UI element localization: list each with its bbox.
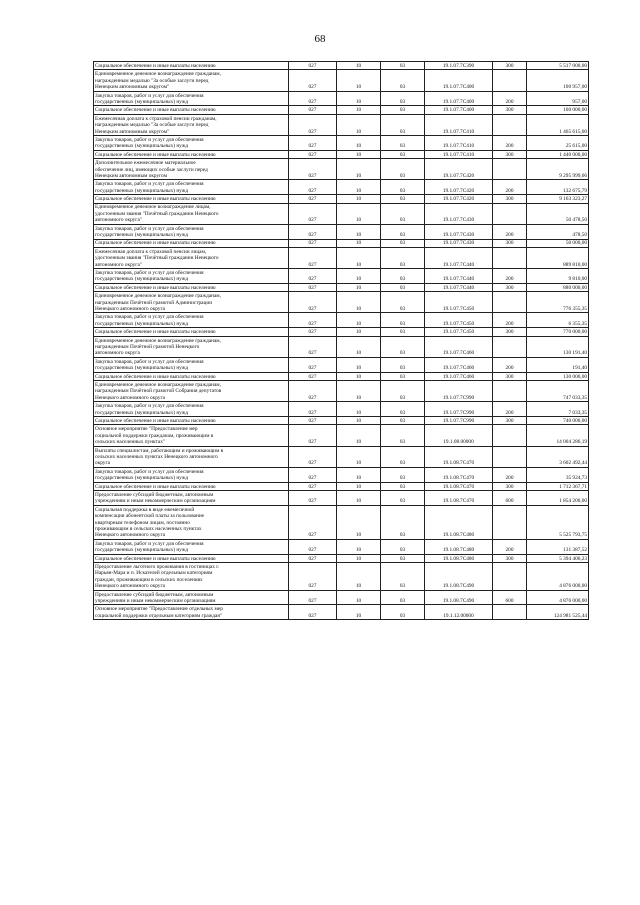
row-expense-type xyxy=(493,159,527,180)
row-expense-type xyxy=(493,562,527,590)
row-expense-type xyxy=(493,605,527,620)
row-name: Закупка товаров, работ и услуг для обеспечения государственных (муниципальных) нужд xyxy=(94,313,289,328)
row-name: Ежемесячная доплата к страховой пенсии лицам, удостоенным звания "Почётный гражданин Ненецкого автономного округа" xyxy=(94,247,289,268)
row-ministry-code: 027 xyxy=(289,70,337,91)
row-amount: 9 810,00 xyxy=(527,269,589,284)
row-expense-type: 300 xyxy=(493,482,527,490)
row-subsection: 03 xyxy=(381,490,425,505)
row-expense-type: 200 xyxy=(493,224,527,239)
row-name: Закупка товаров, работ и услуг для обеспечения государственных (муниципальных) нужд xyxy=(94,135,289,150)
row-name: Предоставление льготного проживания в гостиницах г. Нарьян-Мара и п. Искателей отдельным категориям граждан, проживающим в сельских поселениях Ненецкого автономного округа xyxy=(94,562,289,590)
table-row xyxy=(94,328,589,336)
row-ministry-code: 027 xyxy=(289,91,337,106)
row-expense-type: 200 xyxy=(493,269,527,284)
row-amount: 35 924,73 xyxy=(527,467,589,482)
row-amount: 4 876 000,00 xyxy=(527,590,589,605)
row-subsection: 03 xyxy=(381,114,425,135)
row-name: Выплаты специалистам, работающим и проживающим в сельских населенных пунктах Ненецкого автономного округа xyxy=(94,446,289,467)
row-expense-type: 300 xyxy=(493,554,527,562)
row-ministry-code: 027 xyxy=(289,467,337,482)
row-ministry-code: 027 xyxy=(289,135,337,150)
row-target-article: 19.1.08.00000 xyxy=(425,425,493,446)
row-amount: 9 295 999,06 xyxy=(527,159,589,180)
row-expense-type: 200 xyxy=(493,539,527,554)
row-ministry-code: 027 xyxy=(289,505,337,539)
row-expense-type: 200 xyxy=(493,357,527,372)
table-row xyxy=(94,467,589,482)
row-target-article: 19.1.08.7С470 xyxy=(425,467,493,482)
row-section: 10 xyxy=(337,381,381,402)
row-amount: 4 876 000,00 xyxy=(527,562,589,590)
table-row xyxy=(94,313,589,328)
row-ministry-code: 027 xyxy=(289,195,337,203)
row-amount: 50 000,00 xyxy=(527,239,589,247)
row-target-article: 19.1.07.7С430 xyxy=(425,203,493,224)
row-section: 10 xyxy=(337,372,381,380)
row-subsection: 03 xyxy=(381,203,425,224)
row-expense-type: 300 xyxy=(493,150,527,158)
row-expense-type: 200 xyxy=(493,402,527,417)
row-subsection: 03 xyxy=(381,482,425,490)
table-row xyxy=(94,402,589,417)
row-amount: 130 191,40 xyxy=(527,336,589,357)
table-row xyxy=(94,114,589,135)
row-target-article: 19.1.07.7С450 xyxy=(425,313,493,328)
row-name: Закупка товаров, работ и услуг для обеспечения государственных (муниципальных) нужд xyxy=(94,402,289,417)
row-ministry-code: 027 xyxy=(289,554,337,562)
row-expense-type xyxy=(493,425,527,446)
table-row xyxy=(94,292,589,313)
row-subsection: 03 xyxy=(381,292,425,313)
row-ministry-code: 027 xyxy=(289,150,337,158)
row-target-article: 19.1.07.7С440 xyxy=(425,247,493,268)
table-row xyxy=(94,539,589,554)
row-subsection: 03 xyxy=(381,467,425,482)
row-expense-type: 300 xyxy=(493,328,527,336)
row-amount: 776 355,35 xyxy=(527,292,589,313)
row-subsection: 03 xyxy=(381,505,425,539)
row-target-article: 19.1.07.7С440 xyxy=(425,283,493,291)
row-subsection: 03 xyxy=(381,247,425,268)
row-expense-type: 200 xyxy=(493,313,527,328)
row-name: Закупка товаров, работ и услуг для обеспечения государственных (муниципальных) нужд xyxy=(94,91,289,106)
row-target-article: 19.1.07.7С420 xyxy=(425,180,493,195)
row-section: 10 xyxy=(337,425,381,446)
table-row xyxy=(94,247,589,268)
row-name: Единовременное денежное вознаграждение гражданам, награжденным Почётной грамотой Ненецкого автономного округа xyxy=(94,336,289,357)
row-target-article: 19.1.08.7С470 xyxy=(425,482,493,490)
row-subsection: 03 xyxy=(381,425,425,446)
row-section: 10 xyxy=(337,357,381,372)
table-row xyxy=(94,482,589,490)
row-ministry-code: 027 xyxy=(289,283,337,291)
row-expense-type: 200 xyxy=(493,91,527,106)
row-amount: 1 440 000,00 xyxy=(527,150,589,158)
row-name: Социальное обеспечение и иные выплаты населению xyxy=(94,417,289,425)
row-target-article: 19.1.07.7С410 xyxy=(425,114,493,135)
row-expense-type: 300 xyxy=(493,195,527,203)
row-section: 10 xyxy=(337,150,381,158)
row-section: 10 xyxy=(337,91,381,106)
row-section: 10 xyxy=(337,446,381,467)
row-target-article: 19.1.12.00000 xyxy=(425,605,493,620)
row-section: 10 xyxy=(337,195,381,203)
table-row xyxy=(94,357,589,372)
row-target-article: 19.1.07.7С400 xyxy=(425,70,493,91)
row-expense-type xyxy=(493,247,527,268)
row-name: Социальное обеспечение и иные выплаты населению xyxy=(94,150,289,158)
table-row xyxy=(94,70,589,91)
row-section: 10 xyxy=(337,313,381,328)
row-amount: 880 000,00 xyxy=(527,283,589,291)
row-ministry-code: 027 xyxy=(289,269,337,284)
row-amount: 132 675,79 xyxy=(527,180,589,195)
row-name: Единовременное денежное вознаграждение лицам, удостоенным звания "Почётный гражданин Ненецкого автономного округа" xyxy=(94,203,289,224)
row-subsection: 03 xyxy=(381,269,425,284)
row-expense-type: 300 xyxy=(493,106,527,114)
row-target-article: 19.1.07.7С460 xyxy=(425,372,493,380)
table-row xyxy=(94,91,589,106)
row-expense-type xyxy=(493,70,527,91)
row-target-article: 19.1.08.7С480 xyxy=(425,505,493,539)
table-row xyxy=(94,239,589,247)
row-ministry-code: 027 xyxy=(289,357,337,372)
row-ministry-code: 027 xyxy=(289,490,337,505)
row-subsection: 03 xyxy=(381,195,425,203)
row-ministry-code: 027 xyxy=(289,224,337,239)
row-target-article: 19.1.08.7С490 xyxy=(425,590,493,605)
row-ministry-code: 027 xyxy=(289,372,337,380)
row-section: 10 xyxy=(337,180,381,195)
row-target-article: 19.1.07.7С450 xyxy=(425,328,493,336)
table-row xyxy=(94,135,589,150)
row-subsection: 03 xyxy=(381,106,425,114)
row-amount: 1 465 615,00 xyxy=(527,114,589,135)
row-name: Закупка товаров, работ и услуг для обеспечения государственных (муниципальных) нужд xyxy=(94,180,289,195)
row-amount: 50 478,50 xyxy=(527,203,589,224)
row-name: Ежемесячная доплата к страховой пенсии гражданам, награжденным медалью "За особые заслуги перед Ненецким автономным округом" xyxy=(94,114,289,135)
row-name: Единовременное денежное вознаграждение гражданам, награжденным Почётной грамотой Собрания депутатов Ненецкого автономного округа xyxy=(94,381,289,402)
row-ministry-code: 027 xyxy=(289,590,337,605)
table-row xyxy=(94,505,589,539)
row-name: Социальное обеспечение и иные выплаты населению xyxy=(94,328,289,336)
row-section: 10 xyxy=(337,62,381,70)
row-subsection: 03 xyxy=(381,554,425,562)
row-subsection: 03 xyxy=(381,590,425,605)
row-name: Единовременное денежное вознаграждение гражданам, награжденным медалью "За особые заслуги перед Ненецким автономным округом" xyxy=(94,70,289,91)
row-ministry-code: 027 xyxy=(289,482,337,490)
table-row xyxy=(94,180,589,195)
table-row xyxy=(94,269,589,284)
row-subsection: 03 xyxy=(381,180,425,195)
table-row xyxy=(94,417,589,425)
row-amount: 100 957,00 xyxy=(527,70,589,91)
row-ministry-code: 027 xyxy=(289,446,337,467)
row-target-article: 19.1.07.7С400 xyxy=(425,91,493,106)
row-section: 10 xyxy=(337,590,381,605)
row-section: 10 xyxy=(337,336,381,357)
row-name: Закупка товаров, работ и услуг для обеспечения государственных (муниципальных) нужд xyxy=(94,467,289,482)
row-section: 10 xyxy=(337,328,381,336)
row-target-article: 19.1.07.7С450 xyxy=(425,292,493,313)
row-subsection: 03 xyxy=(381,402,425,417)
row-subsection: 03 xyxy=(381,605,425,620)
row-amount: 130 000,00 xyxy=(527,372,589,380)
row-subsection: 03 xyxy=(381,539,425,554)
budget-table xyxy=(93,61,589,620)
row-amount: 124 981 525,44 xyxy=(527,605,589,620)
row-expense-type: 600 xyxy=(493,590,527,605)
budget-table-body xyxy=(94,62,589,620)
row-ministry-code: 027 xyxy=(289,203,337,224)
row-target-article: 19.1.07.7С460 xyxy=(425,336,493,357)
table-row xyxy=(94,195,589,203)
table-row xyxy=(94,62,589,70)
row-target-article: 19.1.07.7С430 xyxy=(425,239,493,247)
row-ministry-code: 027 xyxy=(289,114,337,135)
row-ministry-code: 027 xyxy=(289,381,337,402)
row-ministry-code: 027 xyxy=(289,247,337,268)
row-name: Закупка товаров, работ и услуг для обеспечения государственных (муниципальных) нужд xyxy=(94,357,289,372)
row-subsection: 03 xyxy=(381,224,425,239)
table-row xyxy=(94,590,589,605)
row-section: 10 xyxy=(337,482,381,490)
row-amount: 5 525 793,75 xyxy=(527,505,589,539)
row-expense-type: 300 xyxy=(493,372,527,380)
row-expense-type xyxy=(493,505,527,539)
row-ministry-code: 027 xyxy=(289,62,337,70)
row-ministry-code: 027 xyxy=(289,562,337,590)
row-name: Закупка товаров, работ и услуг для обеспечения государственных (муниципальных) нужд xyxy=(94,539,289,554)
row-amount: 1 854 200,00 xyxy=(527,490,589,505)
row-amount: 5 394 406,23 xyxy=(527,554,589,562)
row-amount: 1 712 367,71 xyxy=(527,482,589,490)
row-name: Дополнительное ежемесячное материальное обеспечение лиц, имеющих особые заслуги перед Ненецким автономным округом xyxy=(94,159,289,180)
row-expense-type: 300 xyxy=(493,239,527,247)
row-target-article: 19.1.08.7С480 xyxy=(425,539,493,554)
row-subsection: 03 xyxy=(381,239,425,247)
row-section: 10 xyxy=(337,203,381,224)
row-name: Единовременное денежное вознаграждение гражданам, награжденным Почётной грамотой Администрации Ненецкого автономного округа xyxy=(94,292,289,313)
row-section: 10 xyxy=(337,106,381,114)
row-amount: 100 000,00 xyxy=(527,106,589,114)
row-ministry-code: 027 xyxy=(289,180,337,195)
table-row xyxy=(94,381,589,402)
row-target-article: 19.1.07.7С990 xyxy=(425,381,493,402)
row-target-article: 19.1.07.7С440 xyxy=(425,269,493,284)
row-expense-type: 300 xyxy=(493,62,527,70)
row-section: 10 xyxy=(337,283,381,291)
table-row xyxy=(94,490,589,505)
row-section: 10 xyxy=(337,505,381,539)
row-subsection: 03 xyxy=(381,283,425,291)
row-name: Основное мероприятие "Предоставление мер социальной поддержки гражданам, проживающим в сельских населенных пунктах" xyxy=(94,425,289,446)
row-amount: 25 615,00 xyxy=(527,135,589,150)
row-amount: 770 000,00 xyxy=(527,328,589,336)
row-section: 10 xyxy=(337,239,381,247)
row-name: Социальное обеспечение и иные выплаты населению xyxy=(94,106,289,114)
row-subsection: 03 xyxy=(381,313,425,328)
row-section: 10 xyxy=(337,562,381,590)
table-row xyxy=(94,159,589,180)
row-expense-type xyxy=(493,446,527,467)
table-row xyxy=(94,372,589,380)
row-name: Социальное обеспечение и иные выплаты населению xyxy=(94,283,289,291)
row-section: 10 xyxy=(337,490,381,505)
row-section: 10 xyxy=(337,224,381,239)
row-amount: 747 033,35 xyxy=(527,381,589,402)
row-subsection: 03 xyxy=(381,381,425,402)
row-amount: 191,40 xyxy=(527,357,589,372)
table-row xyxy=(94,336,589,357)
row-ministry-code: 027 xyxy=(289,417,337,425)
row-section: 10 xyxy=(337,159,381,180)
row-expense-type: 200 xyxy=(493,467,527,482)
row-name: Предоставление субсидий бюджетным, автономным учреждениям и иным некоммерческим организациям xyxy=(94,590,289,605)
row-name: Основное мероприятие "Предоставление отдельных мер социальной поддержки отдельным категориям граждан" xyxy=(94,605,289,620)
row-name: Социальное обеспечение и иные выплаты населению xyxy=(94,62,289,70)
row-ministry-code: 027 xyxy=(289,106,337,114)
row-section: 10 xyxy=(337,269,381,284)
row-amount: 9 163 323,27 xyxy=(527,195,589,203)
row-section: 10 xyxy=(337,114,381,135)
row-amount: 478,50 xyxy=(527,224,589,239)
row-ministry-code: 027 xyxy=(289,605,337,620)
row-subsection: 03 xyxy=(381,150,425,158)
row-amount: 957,00 xyxy=(527,91,589,106)
row-expense-type xyxy=(493,336,527,357)
row-expense-type: 200 xyxy=(493,135,527,150)
row-section: 10 xyxy=(337,539,381,554)
row-ministry-code: 027 xyxy=(289,239,337,247)
row-target-article: 19.1.07.7С460 xyxy=(425,357,493,372)
row-subsection: 03 xyxy=(381,328,425,336)
row-ministry-code: 027 xyxy=(289,159,337,180)
row-amount: 7 033,35 xyxy=(527,402,589,417)
table-row xyxy=(94,562,589,590)
row-ministry-code: 027 xyxy=(289,292,337,313)
row-target-article: 19.1.07.7С400 xyxy=(425,106,493,114)
row-expense-type xyxy=(493,292,527,313)
table-row xyxy=(94,605,589,620)
row-expense-type xyxy=(493,203,527,224)
row-target-article: 19.1.08.7С480 xyxy=(425,554,493,562)
row-section: 10 xyxy=(337,467,381,482)
row-subsection: 03 xyxy=(381,135,425,150)
table-row xyxy=(94,203,589,224)
row-amount: 6 355,35 xyxy=(527,313,589,328)
row-subsection: 03 xyxy=(381,357,425,372)
row-amount: 740 000,00 xyxy=(527,417,589,425)
row-ministry-code: 027 xyxy=(289,336,337,357)
row-name: Социальное обеспечение и иные выплаты населению xyxy=(94,239,289,247)
row-name: Социальное обеспечение и иные выплаты населению xyxy=(94,554,289,562)
row-name: Социальное обеспечение и иные выплаты населению xyxy=(94,482,289,490)
row-expense-type: 200 xyxy=(493,180,527,195)
table-row xyxy=(94,283,589,291)
row-target-article: 19.1.07.7С420 xyxy=(425,195,493,203)
row-expense-type xyxy=(493,381,527,402)
row-name: Закупка товаров, работ и услуг для обеспечения государственных (муниципальных) нужд xyxy=(94,269,289,284)
row-ministry-code: 027 xyxy=(289,425,337,446)
table-row xyxy=(94,425,589,446)
row-name: Социальная поддержка в виде ежемесячной компенсации абонентской платы за пользование квартирным телефоном лицам, постоянно проживающим в сельских населенных пунктах Ненецкого автономного округа xyxy=(94,505,289,539)
row-expense-type xyxy=(493,114,527,135)
page-number: 68 xyxy=(314,33,326,45)
table-row xyxy=(94,150,589,158)
row-section: 10 xyxy=(337,70,381,91)
row-name: Социальное обеспечение и иные выплаты населению xyxy=(94,372,289,380)
row-subsection: 03 xyxy=(381,372,425,380)
table-row xyxy=(94,106,589,114)
row-name: Социальное обеспечение и иные выплаты населению xyxy=(94,195,289,203)
row-section: 10 xyxy=(337,135,381,150)
row-amount: 5 517 000,00 xyxy=(527,62,589,70)
row-target-article: 19.1.07.7С990 xyxy=(425,402,493,417)
row-subsection: 03 xyxy=(381,70,425,91)
row-target-article: 19.1.07.7С420 xyxy=(425,159,493,180)
row-subsection: 03 xyxy=(381,446,425,467)
row-target-article: 19.1.07.7С410 xyxy=(425,135,493,150)
row-ministry-code: 027 xyxy=(289,402,337,417)
row-name: Предоставление субсидий бюджетным, автономным учреждениям и иным некоммерческим организациям xyxy=(94,490,289,505)
row-target-article: 19.1.08.7С470 xyxy=(425,490,493,505)
row-section: 10 xyxy=(337,554,381,562)
row-section: 10 xyxy=(337,402,381,417)
row-subsection: 03 xyxy=(381,91,425,106)
row-target-article: 19.1.08.7С470 xyxy=(425,446,493,467)
row-ministry-code: 027 xyxy=(289,328,337,336)
row-subsection: 03 xyxy=(381,336,425,357)
row-expense-type: 300 xyxy=(493,417,527,425)
row-section: 10 xyxy=(337,605,381,620)
row-ministry-code: 027 xyxy=(289,313,337,328)
row-section: 10 xyxy=(337,247,381,268)
row-section: 10 xyxy=(337,417,381,425)
row-target-article: 19.1.07.7С390 xyxy=(425,62,493,70)
row-amount: 14 004 286,19 xyxy=(527,425,589,446)
row-subsection: 03 xyxy=(381,562,425,590)
row-amount: 3 602 492,44 xyxy=(527,446,589,467)
row-name: Закупка товаров, работ и услуг для обеспечения государственных (муниципальных) нужд xyxy=(94,224,289,239)
table-row xyxy=(94,554,589,562)
row-expense-type: 300 xyxy=(493,283,527,291)
table-row xyxy=(94,446,589,467)
row-target-article: 19.1.08.7С490 xyxy=(425,562,493,590)
row-ministry-code: 027 xyxy=(289,539,337,554)
row-subsection: 03 xyxy=(381,62,425,70)
row-amount: 131 387,52 xyxy=(527,539,589,554)
row-amount: 889 810,00 xyxy=(527,247,589,268)
row-subsection: 03 xyxy=(381,417,425,425)
table-row xyxy=(94,224,589,239)
row-target-article: 19.1.07.7С430 xyxy=(425,224,493,239)
row-subsection: 03 xyxy=(381,159,425,180)
row-target-article: 19.1.07.7С410 xyxy=(425,150,493,158)
row-expense-type: 600 xyxy=(493,490,527,505)
row-section: 10 xyxy=(337,292,381,313)
row-target-article: 19.1.07.7С990 xyxy=(425,417,493,425)
